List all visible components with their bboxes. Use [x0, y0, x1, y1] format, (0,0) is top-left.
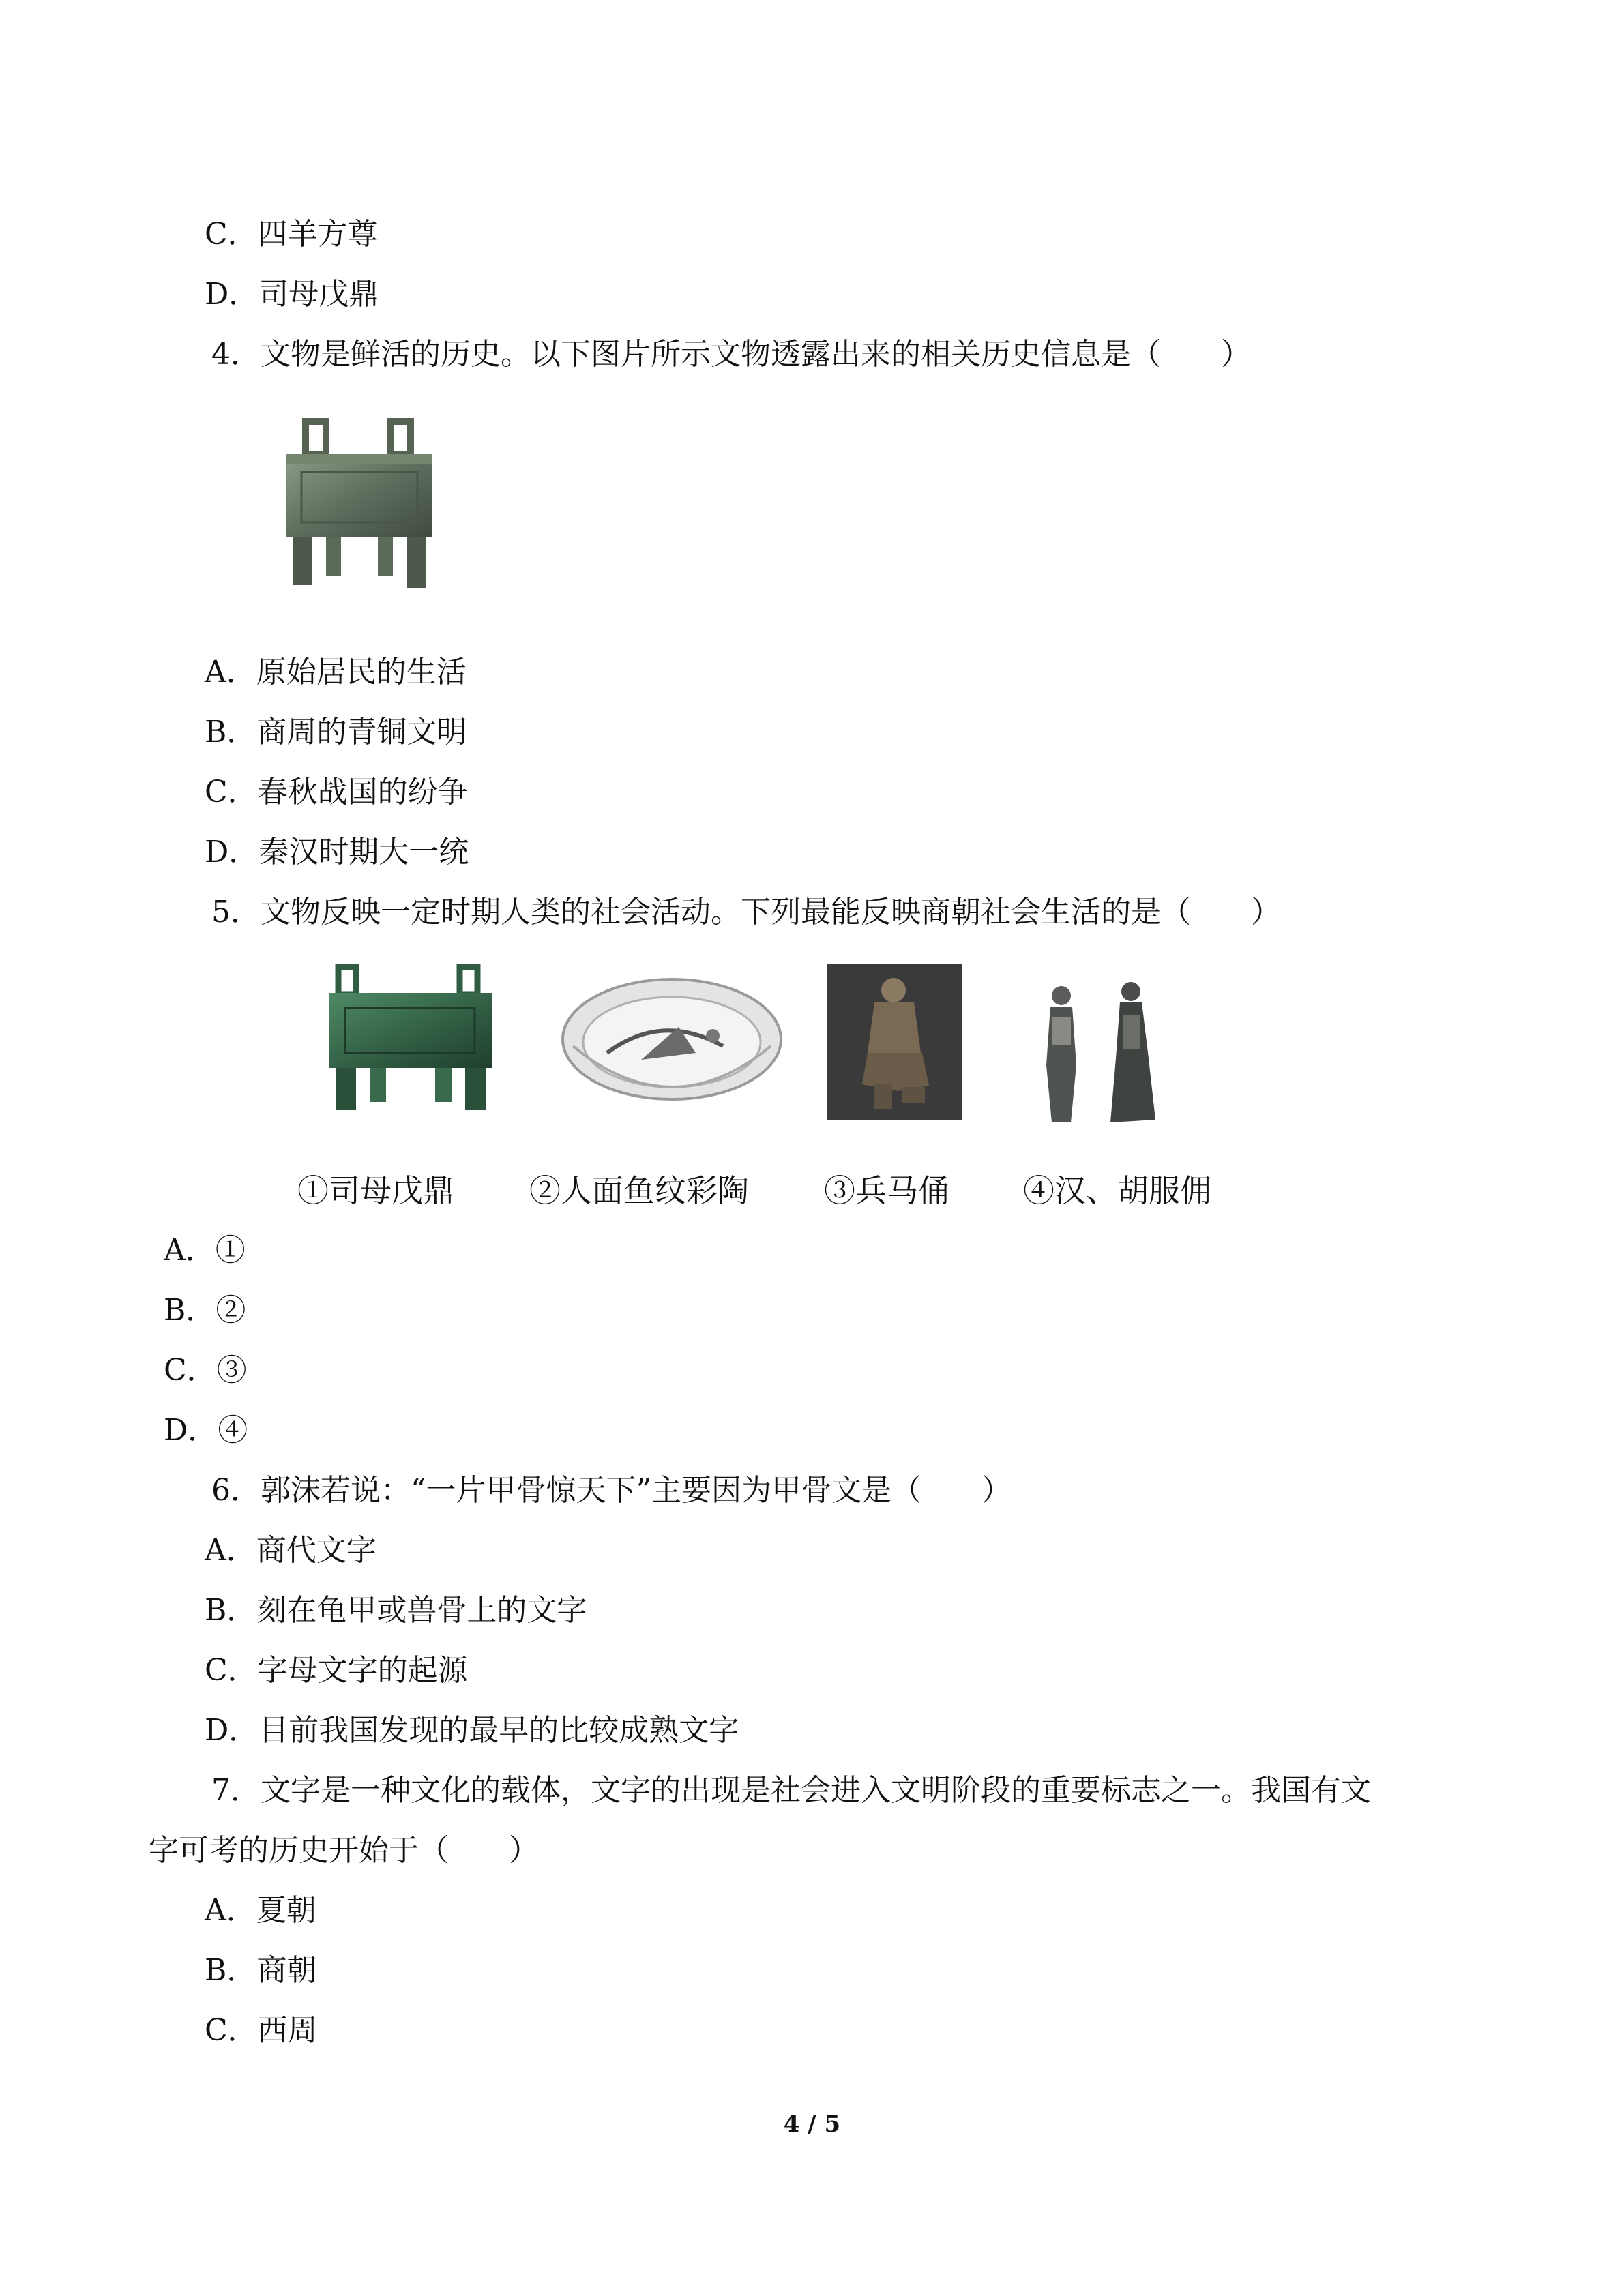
q7-option-b: B．商朝 [205, 1953, 317, 1988]
q5-option-b: B．② [164, 1293, 246, 1328]
q5-caption-3: ③兵马俑 [824, 1172, 949, 1209]
q7-stem-line-2: 字可考的历史开始于（ ） [149, 1833, 539, 1868]
q7-option-a: A．夏朝 [205, 1893, 316, 1928]
q5-stem: 5．文物反映一定时期人类的社会活动。下列最能反映商朝社会生活的是（ ） [211, 895, 1281, 929]
q4-option-b: B．商周的青铜文明 [205, 715, 467, 749]
page-number: 4 / 5 [783, 2111, 841, 2138]
q5-caption-2: ②人面鱼纹彩陶 [529, 1172, 749, 1209]
q5-terracotta-warrior-image [827, 964, 962, 1120]
q4-stem: 4．文物是鲜活的历史。以下图片所示文物透露出来的相关历史信息是（ ） [211, 337, 1251, 372]
q6-option-d: D．目前我国发现的最早的比较成熟文字 [205, 1713, 739, 1748]
q5-pottery-basin-image [559, 971, 784, 1117]
q6-option-a: A．商代文字 [205, 1533, 377, 1568]
q4-option-c: C．春秋战国的纷争 [205, 775, 468, 809]
q5-caption-1: ①司母戊鼎 [297, 1172, 454, 1209]
q6-option-c: C．字母文字的起源 [205, 1653, 468, 1688]
q6-stem: 6．郭沫若说：“一片甲骨惊天下”主要因为甲骨文是（ ） [211, 1473, 1012, 1508]
q5-figurines-image [1029, 976, 1169, 1132]
q3-option-c: C．四羊方尊 [205, 217, 378, 252]
q5-ding-image [326, 964, 502, 1114]
q6-option-b: B．刻在龟甲或兽骨上的文字 [205, 1593, 587, 1628]
q5-option-c: C．③ [164, 1353, 247, 1388]
q5-caption-4: ④汉、胡服佣 [1023, 1172, 1211, 1209]
q4-option-a: A．原始居民的生活 [205, 655, 467, 689]
q7-option-c: C．西周 [205, 2013, 318, 2048]
q4-ding-image [281, 417, 438, 592]
q5-option-a: A．① [164, 1233, 246, 1268]
q5-option-d: D．④ [164, 1413, 248, 1448]
q7-stem-line-1: 7．文字是一种文化的载体，文字的出现是社会进入文明阶段的重要标志之一。我国有文 [211, 1773, 1371, 1808]
q3-option-d: D．司母戊鼎 [205, 277, 379, 312]
q4-option-d: D．秦汉时期大一统 [205, 835, 469, 869]
